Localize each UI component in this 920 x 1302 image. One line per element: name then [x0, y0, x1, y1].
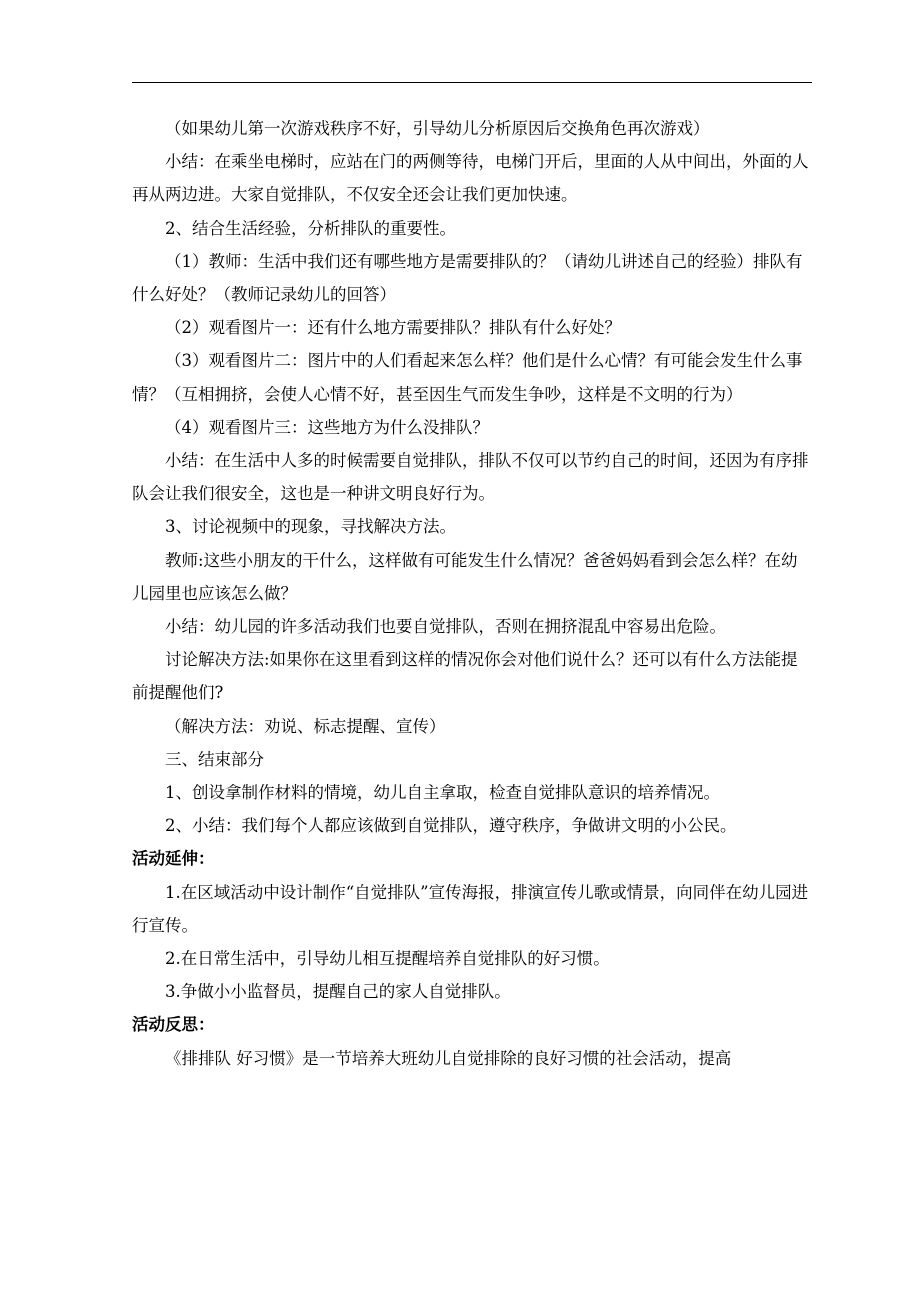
heading-activity-extension: 活动延伸： [132, 849, 215, 869]
section-title: 三、结束部分 [165, 749, 264, 769]
document-body [132, 112, 814, 1075]
paragraph: 教师:这些小朋友的干什么，这样做有可能发生什么情况？爸爸妈妈看到会怎么样？在幼儿园里也应该怎么做？ [132, 550, 798, 603]
paragraph: 2.在日常生活中，引导幼儿相互提醒培养自觉排队的好习惯。 [165, 949, 610, 969]
paragraph: （2）观看图片一：还有什么地方需要排队？排队有什么好处？ [165, 318, 621, 338]
paragraph: （解决方法：劝说、标志提醒、宣传） [165, 716, 446, 736]
paragraph: 2、结合生活经验，分析排队的重要性。 [165, 218, 456, 238]
paragraph: （如果幼儿第一次游戏秩序不好，引导幼儿分析原因后交换角色再次游戏） [165, 119, 710, 138]
paragraph: 小结：幼儿园的许多活动我们也要自觉排队，否则在拥挤混乱中容易出危险。 [165, 617, 726, 637]
paragraph: 讨论解决方法:如果你在这里看到这样的情况你会对他们说什么？还可以有什么方法能提前提醒他们? [132, 650, 798, 703]
paragraph: 2、小结：我们每个人都应该做到自觉排队，遵守秩序，争做讲文明的小公民。 [165, 816, 737, 836]
paragraph: 小结：在生活中人多的时候需要自觉排队，排队不仅可以节约自己的时间，还因为有序排队会让我们很安全，这也是一种讲文明良好行为。 [132, 451, 809, 504]
paragraph: 《排排队 好习惯》是一节培养大班幼儿自觉排除的良好习惯的社会活动，提高 [165, 1048, 732, 1068]
paragraph: 3、讨论视频中的现象，寻找解决方法。 [165, 517, 456, 537]
paragraph: 3.争做小小监督员，提醒自己的家人自觉排队。 [165, 982, 511, 1002]
heading-activity-reflection: 活动反思： [132, 1015, 215, 1035]
header-rule [132, 82, 812, 83]
paragraph: （4）观看图片三：这些地方为什么没排队？ [165, 417, 489, 437]
paragraph: （1）教师：生活中我们还有哪些地方是需要排队的？（请幼儿讲述自己的经验）排队有什么好处？（教师记录幼儿的回答） [132, 251, 803, 305]
paragraph: 1、创设拿制作材料的情境，幼儿自主拿取，检查自觉排队意识的培养情况。 [165, 783, 720, 803]
paragraph: 小结：在乘坐电梯时，应站在门的两侧等待，电梯门开后，里面的人从中间出，外面的人再从两边进。大家自觉排队，不仅安全还会让我们更加快速。 [132, 152, 809, 205]
paragraph: （3）观看图片二：图片中的人们看起来怎么样？他们是什么心情？有可能会发生什么事情？（互相拥挤，会使人心情不好，甚至因生气而发生争吵，这样是不文明的行为） [132, 351, 803, 404]
paragraph: 1.在区域活动中设计制作“自觉排队”宣传海报，排演宣传儿歌或情景，向同伴在幼儿园进行宣传。 [132, 882, 809, 935]
